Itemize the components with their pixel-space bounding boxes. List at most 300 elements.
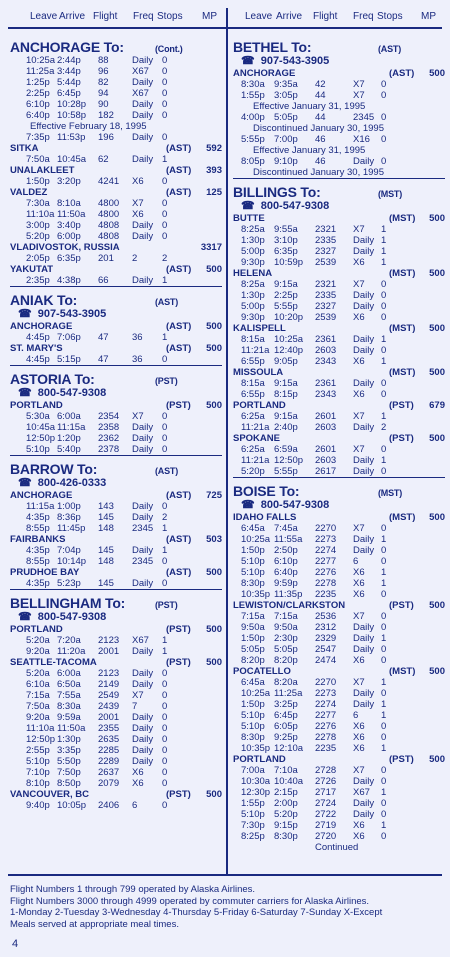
frequency: X6 bbox=[353, 312, 365, 323]
flight-number: 2327 bbox=[315, 246, 337, 257]
origin-city-title bbox=[233, 484, 445, 499]
depart-time: 5:55p bbox=[241, 134, 265, 145]
origin-city-title bbox=[10, 462, 222, 477]
stops: 0 bbox=[162, 77, 168, 88]
destination-name: LEWISTON/CLARKSTON bbox=[233, 600, 346, 611]
flight-number: 2276 bbox=[315, 721, 337, 732]
arrive-time: 8:15p bbox=[274, 389, 298, 400]
flight-row bbox=[233, 389, 445, 400]
flight-row bbox=[233, 831, 445, 842]
arrive-time: 9:55a bbox=[274, 224, 298, 235]
stops: 0 bbox=[162, 220, 168, 231]
depart-time: 7:50a bbox=[26, 154, 50, 165]
flight-number: 2235 bbox=[315, 589, 337, 600]
flight-number: 46 bbox=[315, 134, 326, 145]
frequency: Daily bbox=[353, 290, 375, 301]
flight-number: 148 bbox=[98, 556, 114, 567]
destination-name: SPOKANE bbox=[233, 433, 280, 444]
flight-number: 2321 bbox=[315, 279, 337, 290]
stops: 1 bbox=[381, 677, 387, 688]
stops: 1 bbox=[381, 710, 387, 721]
flight-number: 2601 bbox=[315, 444, 337, 455]
frequency: X7 bbox=[353, 279, 365, 290]
mileage-points: 125 bbox=[206, 187, 222, 198]
flight-number: 143 bbox=[98, 501, 114, 512]
phone-number: 907-543-3905 bbox=[37, 308, 107, 320]
flight-row bbox=[233, 224, 445, 235]
frequency: Daily bbox=[353, 345, 375, 356]
stops: 0 bbox=[381, 79, 387, 90]
destination-timezone: (AST) bbox=[166, 567, 192, 578]
arrive-time: 10:28p bbox=[57, 99, 87, 110]
flight-number: 2079 bbox=[98, 778, 120, 789]
frequency: X6 bbox=[353, 257, 365, 268]
destination-header bbox=[233, 754, 445, 765]
flight-number: 2278 bbox=[315, 578, 337, 589]
arrive-time: 6:45p bbox=[274, 710, 298, 721]
destination-name: VALDEZ bbox=[10, 187, 48, 198]
phone-number: 800-547-9308 bbox=[260, 200, 330, 212]
depart-time: 8:10p bbox=[26, 778, 50, 789]
stops: 0 bbox=[162, 433, 168, 444]
flight-number: 2439 bbox=[98, 701, 120, 712]
flight-row bbox=[233, 134, 445, 145]
destination-header bbox=[233, 400, 445, 411]
arrive-time: 9:15p bbox=[274, 820, 298, 831]
flight-row bbox=[10, 66, 222, 77]
origin-section bbox=[10, 286, 222, 365]
schedule-note: Effective January 31, 1995 bbox=[253, 101, 366, 112]
depart-time: 10:35p bbox=[241, 743, 271, 754]
frequency: Daily bbox=[353, 301, 375, 312]
frequency: X6 bbox=[353, 743, 365, 754]
mileage-points: 500 bbox=[206, 789, 222, 800]
flight-row bbox=[233, 589, 445, 600]
flight-number: 2289 bbox=[98, 756, 120, 767]
column-divider bbox=[226, 8, 228, 874]
frequency: 36 bbox=[132, 354, 143, 365]
frequency: X7 bbox=[353, 224, 365, 235]
flight-row bbox=[233, 765, 445, 776]
arrive-time: 10:05p bbox=[57, 800, 87, 811]
stops: 1 bbox=[162, 275, 168, 286]
depart-time: 5:10p bbox=[241, 721, 265, 732]
flight-number: 4800 bbox=[98, 209, 120, 220]
depart-time: 1:30p bbox=[241, 290, 265, 301]
flight-row bbox=[233, 644, 445, 655]
flight-row bbox=[233, 798, 445, 809]
stops: 0 bbox=[162, 231, 168, 242]
depart-time: 8:55p bbox=[26, 523, 50, 534]
frequency: X7 bbox=[132, 411, 144, 422]
flight-number: 2474 bbox=[315, 655, 337, 666]
mileage-points: 500 bbox=[206, 400, 222, 411]
stops: 0 bbox=[162, 209, 168, 220]
destination-name: POCATELLO bbox=[233, 666, 291, 677]
flight-row bbox=[10, 501, 222, 512]
depart-time: 9:30p bbox=[241, 312, 265, 323]
header-arrive: Arrive bbox=[276, 11, 303, 22]
destination-header bbox=[10, 343, 222, 354]
flight-number: 2719 bbox=[315, 820, 337, 831]
flight-number: 2539 bbox=[315, 257, 337, 268]
continued-note: Continued bbox=[315, 842, 359, 853]
arrive-time: 9:25p bbox=[274, 732, 298, 743]
arrive-time: 9:05p bbox=[274, 356, 298, 367]
flight-number: 2406 bbox=[98, 800, 120, 811]
frequency: 2345 bbox=[132, 523, 154, 534]
frequency: Daily bbox=[132, 723, 154, 734]
flight-row bbox=[10, 646, 222, 657]
arrive-time: 7:45a bbox=[274, 523, 298, 534]
stops: 0 bbox=[162, 778, 168, 789]
depart-time: 12:50p bbox=[26, 433, 56, 444]
depart-time: 4:45p bbox=[26, 354, 50, 365]
arrive-time: 6:50a bbox=[57, 679, 81, 690]
header-rule bbox=[8, 27, 442, 29]
header-freq: Freq bbox=[133, 11, 154, 22]
frequency: X6 bbox=[353, 831, 365, 842]
arrive-time: 11:50a bbox=[57, 209, 86, 220]
phone-number: 800-547-9308 bbox=[260, 499, 330, 511]
destination-name: YAKUTAT bbox=[10, 264, 54, 275]
flight-number: 2001 bbox=[98, 712, 120, 723]
depart-time: 8:30p bbox=[241, 578, 265, 589]
mileage-points: 500 bbox=[429, 213, 445, 224]
destination-header bbox=[233, 68, 445, 79]
flight-number: 2355 bbox=[98, 723, 120, 734]
arrive-time: 5:50p bbox=[57, 756, 81, 767]
stops: 2 bbox=[162, 253, 168, 264]
mileage-points: 500 bbox=[429, 600, 445, 611]
frequency: X6 bbox=[353, 578, 365, 589]
flight-number: 47 bbox=[98, 354, 109, 365]
depart-time: 11:21a bbox=[241, 422, 270, 433]
destination-name: SITKA bbox=[10, 143, 39, 154]
destination-header bbox=[10, 789, 222, 800]
flight-row bbox=[233, 444, 445, 455]
stops: 1 bbox=[381, 743, 387, 754]
mileage-points: 500 bbox=[429, 68, 445, 79]
depart-time: 11:15a bbox=[26, 501, 55, 512]
schedule-note: Effective January 31, 1995 bbox=[253, 145, 366, 156]
depart-time: 5:20a bbox=[26, 668, 50, 679]
flight-number: 94 bbox=[98, 88, 109, 99]
origin-city-name: BARROW To: bbox=[10, 461, 98, 477]
flight-number: 2378 bbox=[98, 444, 120, 455]
depart-time: 7:00a bbox=[241, 765, 265, 776]
destination-header bbox=[10, 264, 222, 275]
frequency: 6 bbox=[353, 710, 359, 721]
depart-time: 5:10p bbox=[241, 567, 265, 578]
flight-row bbox=[233, 710, 445, 721]
frequency: Daily bbox=[132, 55, 154, 66]
arrive-time: 5:55p bbox=[274, 466, 298, 477]
origin-city-name: ANIAK To: bbox=[10, 292, 78, 308]
origin-timezone: (PST) bbox=[155, 600, 178, 610]
page-number: 4 bbox=[12, 938, 19, 950]
flight-row bbox=[233, 378, 445, 389]
destination-name: PORTLAND bbox=[233, 754, 286, 765]
frequency: Daily bbox=[132, 444, 154, 455]
origin-section bbox=[10, 34, 222, 286]
destination-timezone: (PST) bbox=[389, 600, 414, 611]
frequency: Daily bbox=[353, 378, 375, 389]
destination-header bbox=[233, 600, 445, 611]
arrive-time: 9:59a bbox=[57, 712, 81, 723]
header-mp: MP bbox=[421, 11, 436, 22]
flight-row bbox=[10, 778, 222, 789]
arrive-time: 11:25a bbox=[274, 688, 303, 699]
footnote: Flight Numbers 3000 through 4999 operated by commuter carriers for Alaska Airlines. bbox=[10, 895, 370, 907]
stops: 1 bbox=[381, 787, 387, 798]
frequency: Daily bbox=[353, 235, 375, 246]
frequency: Daily bbox=[132, 501, 154, 512]
arrive-time: 3:40p bbox=[57, 220, 81, 231]
destination-name: HELENA bbox=[233, 268, 273, 279]
arrive-time: 10:45a bbox=[57, 154, 87, 165]
origin-city-name: BOISE To: bbox=[233, 483, 300, 499]
stops: 0 bbox=[162, 176, 168, 187]
arrive-time: 9:35a bbox=[274, 79, 298, 90]
stops: 1 bbox=[381, 257, 387, 268]
origin-city-name: BETHEL To: bbox=[233, 39, 312, 55]
frequency: X7 bbox=[353, 444, 365, 455]
destination-name: PORTLAND bbox=[233, 400, 286, 411]
arrive-time: 11:20a bbox=[57, 646, 86, 657]
flight-number: 46 bbox=[315, 156, 326, 167]
depart-time: 11:10a bbox=[26, 209, 55, 220]
arrive-time: 5:44p bbox=[57, 77, 81, 88]
stops: 0 bbox=[162, 800, 168, 811]
mileage-points: 500 bbox=[429, 666, 445, 677]
flight-row bbox=[233, 422, 445, 433]
flight-number: 2343 bbox=[315, 356, 337, 367]
frequency: X7 bbox=[353, 677, 365, 688]
depart-time: 5:00p bbox=[241, 301, 265, 312]
stops: 0 bbox=[381, 444, 387, 455]
flight-number: 201 bbox=[98, 253, 114, 264]
stops: 0 bbox=[381, 523, 387, 534]
stops: 1 bbox=[381, 334, 387, 345]
arrive-time: 1:00p bbox=[57, 501, 81, 512]
flight-row bbox=[233, 699, 445, 710]
arrive-time: 12:40p bbox=[274, 345, 304, 356]
flight-number: 2354 bbox=[98, 411, 120, 422]
stops: 0 bbox=[162, 422, 168, 433]
arrive-time: 2:50p bbox=[274, 545, 298, 556]
destination-timezone: (PST) bbox=[389, 754, 414, 765]
flight-number: 96 bbox=[98, 66, 109, 77]
depart-time: 1:30p bbox=[241, 235, 265, 246]
flight-row bbox=[10, 635, 222, 646]
stops: 0 bbox=[162, 66, 168, 77]
frequency: Daily bbox=[132, 734, 154, 745]
footnote: 1-Monday 2-Tuesday 3-Wednesday 4-Thursday 5-Friday 6-Saturday 7-Sunday X-Except bbox=[10, 907, 383, 918]
flight-row bbox=[233, 633, 445, 644]
flight-row bbox=[10, 154, 222, 165]
flight-row bbox=[10, 77, 222, 88]
destination-header bbox=[10, 143, 222, 154]
arrive-time: 9:15a bbox=[274, 378, 298, 389]
flight-number: 44 bbox=[315, 112, 326, 123]
flight-row bbox=[233, 721, 445, 732]
stops: 0 bbox=[162, 556, 168, 567]
destination-header bbox=[10, 165, 222, 176]
depart-time: 10:45a bbox=[26, 422, 56, 433]
depart-time: 1:25p bbox=[26, 77, 50, 88]
origin-section bbox=[233, 34, 445, 178]
depart-time: 10:25a bbox=[26, 55, 56, 66]
destination-header bbox=[233, 213, 445, 224]
mileage-points: 500 bbox=[429, 433, 445, 444]
flight-row bbox=[10, 690, 222, 701]
stops: 0 bbox=[162, 723, 168, 734]
column-header-right bbox=[233, 10, 445, 24]
reservations-phone bbox=[10, 387, 222, 400]
flight-number: 2312 bbox=[315, 622, 337, 633]
column-header-left bbox=[10, 10, 222, 24]
arrive-time: 3:44p bbox=[57, 66, 81, 77]
frequency: X7 bbox=[353, 90, 365, 101]
depart-time: 8:15a bbox=[241, 378, 265, 389]
destination-timezone: (AST) bbox=[166, 187, 192, 198]
arrive-time: 9:10p bbox=[274, 156, 298, 167]
phone-number: 800-547-9308 bbox=[37, 387, 107, 399]
reservations-phone bbox=[10, 308, 222, 321]
frequency: X6 bbox=[353, 389, 365, 400]
mileage-points: 503 bbox=[206, 534, 222, 545]
arrive-time: 5:55p bbox=[274, 301, 298, 312]
schedule-note: Discontinued January 30, 1995 bbox=[253, 167, 384, 178]
depart-time: 8:15a bbox=[241, 334, 265, 345]
schedule-note: Discontinued January 30, 1995 bbox=[253, 123, 384, 134]
arrive-time: 6:40p bbox=[274, 567, 298, 578]
frequency: Daily bbox=[132, 545, 154, 556]
frequency: Daily bbox=[132, 422, 154, 433]
depart-time: 1:55p bbox=[241, 798, 265, 809]
stops: 0 bbox=[162, 411, 168, 422]
destination-name: VLADIVOSTOK, RUSSIA bbox=[10, 242, 120, 253]
frequency: X6 bbox=[353, 732, 365, 743]
origin-city-title bbox=[10, 596, 222, 611]
flight-number: 2536 bbox=[315, 611, 337, 622]
depart-time: 8:25p bbox=[241, 831, 265, 842]
arrive-time: 7:20a bbox=[57, 635, 81, 646]
flight-number: 4800 bbox=[98, 198, 120, 209]
flight-number: 82 bbox=[98, 77, 109, 88]
frequency: Daily bbox=[353, 798, 375, 809]
flight-number: 2547 bbox=[315, 644, 337, 655]
stops: 0 bbox=[162, 132, 168, 143]
arrive-time: 8:50p bbox=[57, 778, 81, 789]
flight-row bbox=[233, 688, 445, 699]
flight-row bbox=[233, 787, 445, 798]
flight-row bbox=[233, 776, 445, 787]
flight-number: 145 bbox=[98, 512, 114, 523]
arrive-time: 2:30p bbox=[274, 633, 298, 644]
depart-time: 6:45a bbox=[241, 677, 265, 688]
flight-row bbox=[10, 523, 222, 534]
header-stops: Stops bbox=[377, 11, 403, 22]
telephone-icon: ☎ bbox=[241, 499, 255, 511]
frequency: X7 bbox=[353, 523, 365, 534]
depart-time: 2:55p bbox=[26, 745, 50, 756]
stops: 0 bbox=[162, 501, 168, 512]
flight-row bbox=[233, 290, 445, 301]
flight-row bbox=[10, 712, 222, 723]
destination-timezone: (AST) bbox=[166, 264, 192, 275]
frequency: X7 bbox=[132, 690, 144, 701]
reservations-phone bbox=[233, 200, 445, 213]
arrive-time: 7:50p bbox=[57, 767, 81, 778]
arrive-time: 10:20p bbox=[274, 312, 304, 323]
mileage-points: 500 bbox=[429, 754, 445, 765]
flight-row bbox=[233, 611, 445, 622]
destination-name: KALISPELL bbox=[233, 323, 286, 334]
telephone-icon: ☎ bbox=[18, 611, 32, 623]
flight-row bbox=[233, 90, 445, 101]
mileage-points: 500 bbox=[429, 323, 445, 334]
flight-row bbox=[10, 354, 222, 365]
arrive-time: 6:10p bbox=[274, 556, 298, 567]
header-flight: Flight bbox=[313, 11, 338, 22]
flight-number: 2637 bbox=[98, 767, 120, 778]
stops: 2 bbox=[381, 422, 387, 433]
flight-number: 2601 bbox=[315, 411, 337, 422]
flight-row bbox=[10, 55, 222, 66]
destination-header bbox=[10, 321, 222, 332]
stops: 0 bbox=[381, 765, 387, 776]
flight-row bbox=[233, 622, 445, 633]
flight-row bbox=[10, 253, 222, 264]
frequency: 2345 bbox=[132, 556, 154, 567]
frequency: X6 bbox=[353, 589, 365, 600]
depart-time: 9:20a bbox=[26, 646, 50, 657]
stops: 0 bbox=[381, 378, 387, 389]
telephone-icon: ☎ bbox=[241, 200, 255, 212]
flight-row bbox=[10, 545, 222, 556]
flight-row bbox=[10, 411, 222, 422]
flight-row bbox=[233, 466, 445, 477]
depart-time: 6:10a bbox=[26, 679, 50, 690]
right-column bbox=[233, 34, 445, 853]
arrive-time: 8:30a bbox=[57, 701, 81, 712]
origin-timezone: (Cont.) bbox=[155, 44, 183, 54]
flight-number: 2617 bbox=[315, 466, 337, 477]
origin-city-name: BELLINGHAM To: bbox=[10, 595, 126, 611]
frequency: 6 bbox=[132, 800, 138, 811]
frequency: X67 bbox=[132, 635, 149, 646]
header-flight: Flight bbox=[93, 11, 118, 22]
destination-timezone: (PST) bbox=[166, 789, 191, 800]
reservations-phone bbox=[233, 55, 445, 68]
depart-time: 9:40p bbox=[26, 800, 50, 811]
frequency: X6 bbox=[353, 356, 365, 367]
stops: 0 bbox=[381, 732, 387, 743]
arrive-time: 5:20p bbox=[274, 809, 298, 820]
flight-row bbox=[10, 99, 222, 110]
stops: 1 bbox=[381, 411, 387, 422]
depart-time: 6:55p bbox=[241, 356, 265, 367]
destination-header bbox=[233, 433, 445, 444]
mileage-points: 500 bbox=[206, 264, 222, 275]
frequency: Daily bbox=[132, 220, 154, 231]
arrive-time: 5:05p bbox=[274, 112, 298, 123]
flight-number: 88 bbox=[98, 55, 109, 66]
origin-timezone: (AST) bbox=[155, 466, 178, 476]
frequency: Daily bbox=[132, 578, 154, 589]
